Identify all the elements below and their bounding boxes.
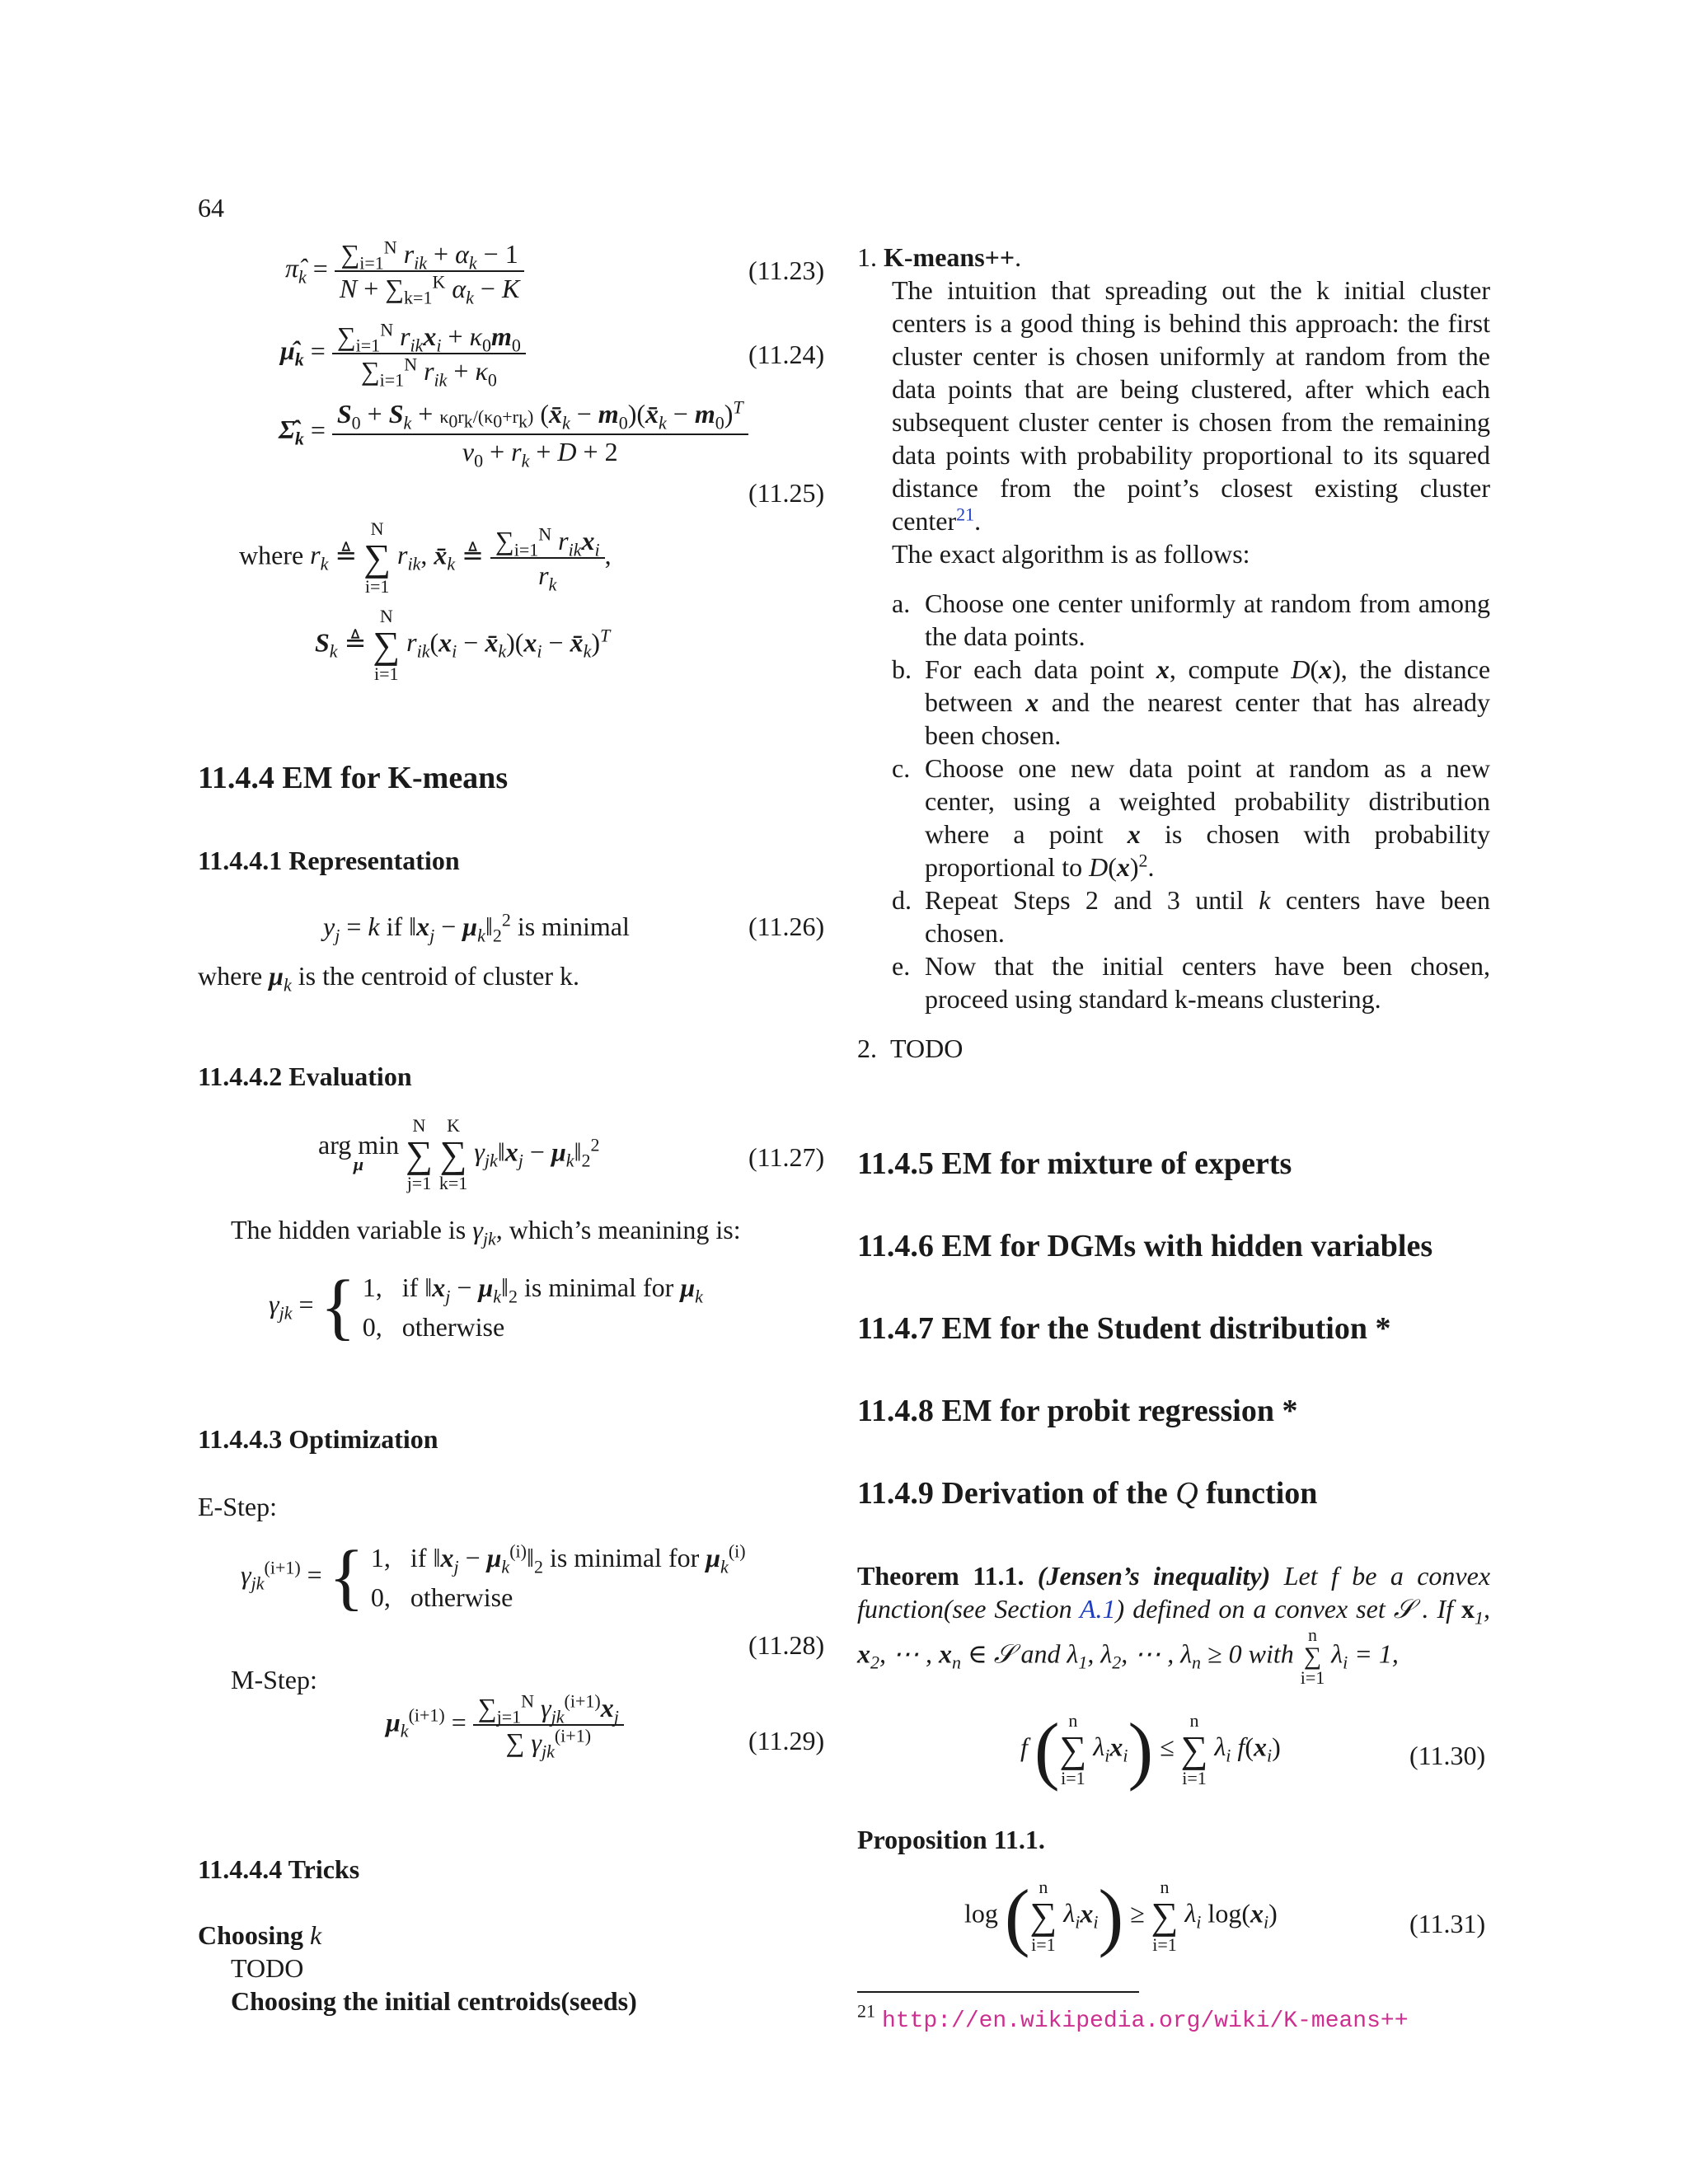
- section-heading: 11.4.6 EM for DGMs with hidden variables: [857, 1229, 1433, 1263]
- where-definitions: where $r_k$ ≜ N ∑ i=1 $r_{ik}$, $x̄_k$ ≜ $\frac{\sum_{i=1}^N r_{ik}x_i}{r_k}$ ,: [239, 518, 612, 597]
- estep-label: E-Step:: [198, 1492, 277, 1521]
- equation-number: (11.30): [1409, 1741, 1486, 1770]
- proposition-label: Proposition 11.1.: [857, 1825, 1045, 1854]
- equation-11-23: $\pî_k$ = $\frac{\sum_{i=1}^N r_{ik} + \alpha_k - 1}{N + \sum_{k=1}^K \alpha_k - K}$: [285, 237, 524, 305]
- kmeanspp-item: 1. K-means++.: [857, 242, 1022, 272]
- footnote-marker[interactable]: 21: [956, 504, 975, 525]
- theorem-11-1: Theorem 11.1. (Jensen’s inequality) Let f be a convex function(see Section A.1) defined on a convex set 𝒮 . If $x_1$, $x_2$, ⋯ , $x_n$ ∈ 𝒮 and $\lambda_1$, $\lambda_2$, ⋯ , $\lambda_n \ge 0$ with n ∑ i=1 $\lambda_i = 1$,: [857, 1561, 1491, 1688]
- section-heading: 11.4.4 EM for K-means: [198, 761, 509, 795]
- equation-11-25: $\Sigmâ_k$ = $\frac{S_0 + S_k + \kappa_0r_k/(\kappa_0+r_k) (x̄_k - m_0)(x̄_k - m_0)^T}{\nu_0 + r_k + D + 2}$: [279, 397, 748, 468]
- step-b: b. For each data point x, compute D(x), the distance between x and the nearest center that has already been chosen.: [892, 654, 1491, 750]
- equation-number: (11.27): [748, 1142, 825, 1172]
- equation-11-30: f ( n ∑ i=1 $\lambda_ix_i$) ≤ n ∑ i=1 $\lambda_i$ $f(x_i)$: [1020, 1708, 1281, 1792]
- centroid-sentence: where $\mu_k$ is the centroid of cluster k.: [198, 961, 579, 996]
- equation-11-24: $\mû_k$ = $\frac{\sum_{i=1}^N r_{ik}x_i + \kappa_0m_0}{\sum_{i=1}^N r_{ik} + \kappa_0}$: [280, 320, 526, 387]
- equation-number: (11.26): [748, 912, 825, 941]
- step-d: d. Repeat Steps 2 and 3 until k centers have been chosen.: [892, 885, 1491, 948]
- step-e: e. Now that the initial centers have been chosen, proceed using standard k-means clustering.: [892, 951, 1490, 1014]
- equation-11-28: $\gamma_{jk}^{(i+1)}$ = { 1, if $‖x_j$ − $\mu_k^{(i)}‖_2$ is minimal for $\mu_k^{(i)}$ 0, otherwise: [241, 1536, 746, 1618]
- section-link[interactable]: A.1: [1080, 1594, 1116, 1624]
- scatter-matrix-definition: $S_k$ ≜ N ∑ i=1 $r_{ik}(x_i$ − $x̄_k)(x_i$ − $x̄_k)^T$: [315, 606, 611, 684]
- section-heading: 11.4.9 Derivation of the Q function: [857, 1476, 1318, 1511]
- equation-number: (11.25): [748, 478, 825, 508]
- equation-11-29: $\mu_k^{(i+1)}$ = $\frac{\sum_{j=1}^N \gamma_{jk}^{(i+1)}x_j}{\sum \gamma_{jk}^{(i+1)}}$: [386, 1691, 624, 1759]
- section-heading: 11.4.7 EM for the Student distribution *: [857, 1311, 1391, 1346]
- choosing-k-heading: Choosing k: [198, 1920, 322, 1950]
- equation-11-27: arg min μ N ∑ j=1 K ∑ k=1 $\gamma_{jk}‖x_j$ − $\mu_k‖_2^2$: [318, 1115, 600, 1193]
- footnote: $^{21}$ http://en.wikipedia.org/wiki/K-means++: [857, 2000, 1409, 2034]
- section-heading: 11.4.8 EM for probit regression *: [857, 1394, 1298, 1428]
- step-c: c. Choose one new data point at random as a new center, using a weighted probability distribution where a point x is chosen with probability proportional to $D(x)^2$.: [892, 753, 1491, 882]
- where-label: where: [239, 540, 304, 570]
- equation-number: (11.31): [1409, 1909, 1486, 1938]
- equation-number: (11.28): [748, 1630, 825, 1660]
- mstep-label: M-Step:: [231, 1665, 317, 1694]
- footnote-link[interactable]: http://en.wikipedia.org/wiki/K-means++: [882, 2008, 1409, 2034]
- subsection-heading: 11.4.4.4 Tricks: [198, 1854, 360, 1884]
- footnote-rule: [857, 1991, 1139, 1993]
- equation-11-26: $y_j = k$ if $‖x_j$ − $\mu_k‖_2^2$ is minimal: [323, 909, 630, 946]
- equation-number: (11.29): [748, 1726, 825, 1755]
- section-heading: 11.4.5 EM for mixture of experts: [857, 1146, 1292, 1181]
- subsection-heading: 11.4.4.2 Evaluation: [198, 1062, 412, 1091]
- equation-11-31: log ( n ∑ i=1 $\lambda_ix_i$) ≥ n ∑ i=1 $\lambda_i$ $\log(x_i)$: [964, 1874, 1278, 1958]
- step-a: a. Choose one center uniformly at random from among the data points.: [892, 588, 1490, 651]
- subsection-heading: 11.4.4.1 Representation: [198, 846, 460, 875]
- kmeanspp-title: K-means++: [884, 242, 1015, 272]
- exact-algorithm-intro: The exact algorithm is as follows:: [892, 539, 1250, 569]
- equation-number: (11.23): [748, 255, 825, 285]
- todo-text: TODO: [231, 1953, 304, 1983]
- gamma-cases-equation: $\gamma_{jk}$ = { 1, if $‖x_j$ − $\mu_k‖_2$ is minimal for $\mu_k$ 0, otherwise: [269, 1266, 703, 1347]
- page-number: 64: [198, 193, 224, 223]
- kmeanspp-body: The intuition that spreading out the k initial cluster centers is a good thing is behind this approach: the first cluster center is chosen uniformly at random from the data points that are being clustered, after which each subsequent cluster center is chosen from the remaining data points with probability proportional to its squared distance from the point’s closest existing cluster center$^{21}$.: [892, 275, 1490, 536]
- choosing-centroids-heading: Choosing the initial centroids(seeds): [231, 1986, 637, 2016]
- list-number: 1.: [857, 242, 877, 272]
- hidden-variable-sentence: The hidden variable is $\gamma_{jk}$, which’s meanining is:: [231, 1215, 741, 1249]
- todo-item: 2. TODO: [857, 1033, 964, 1063]
- subsection-heading: 11.4.4.3 Optimization: [198, 1424, 438, 1454]
- equation-number: (11.24): [748, 340, 825, 369]
